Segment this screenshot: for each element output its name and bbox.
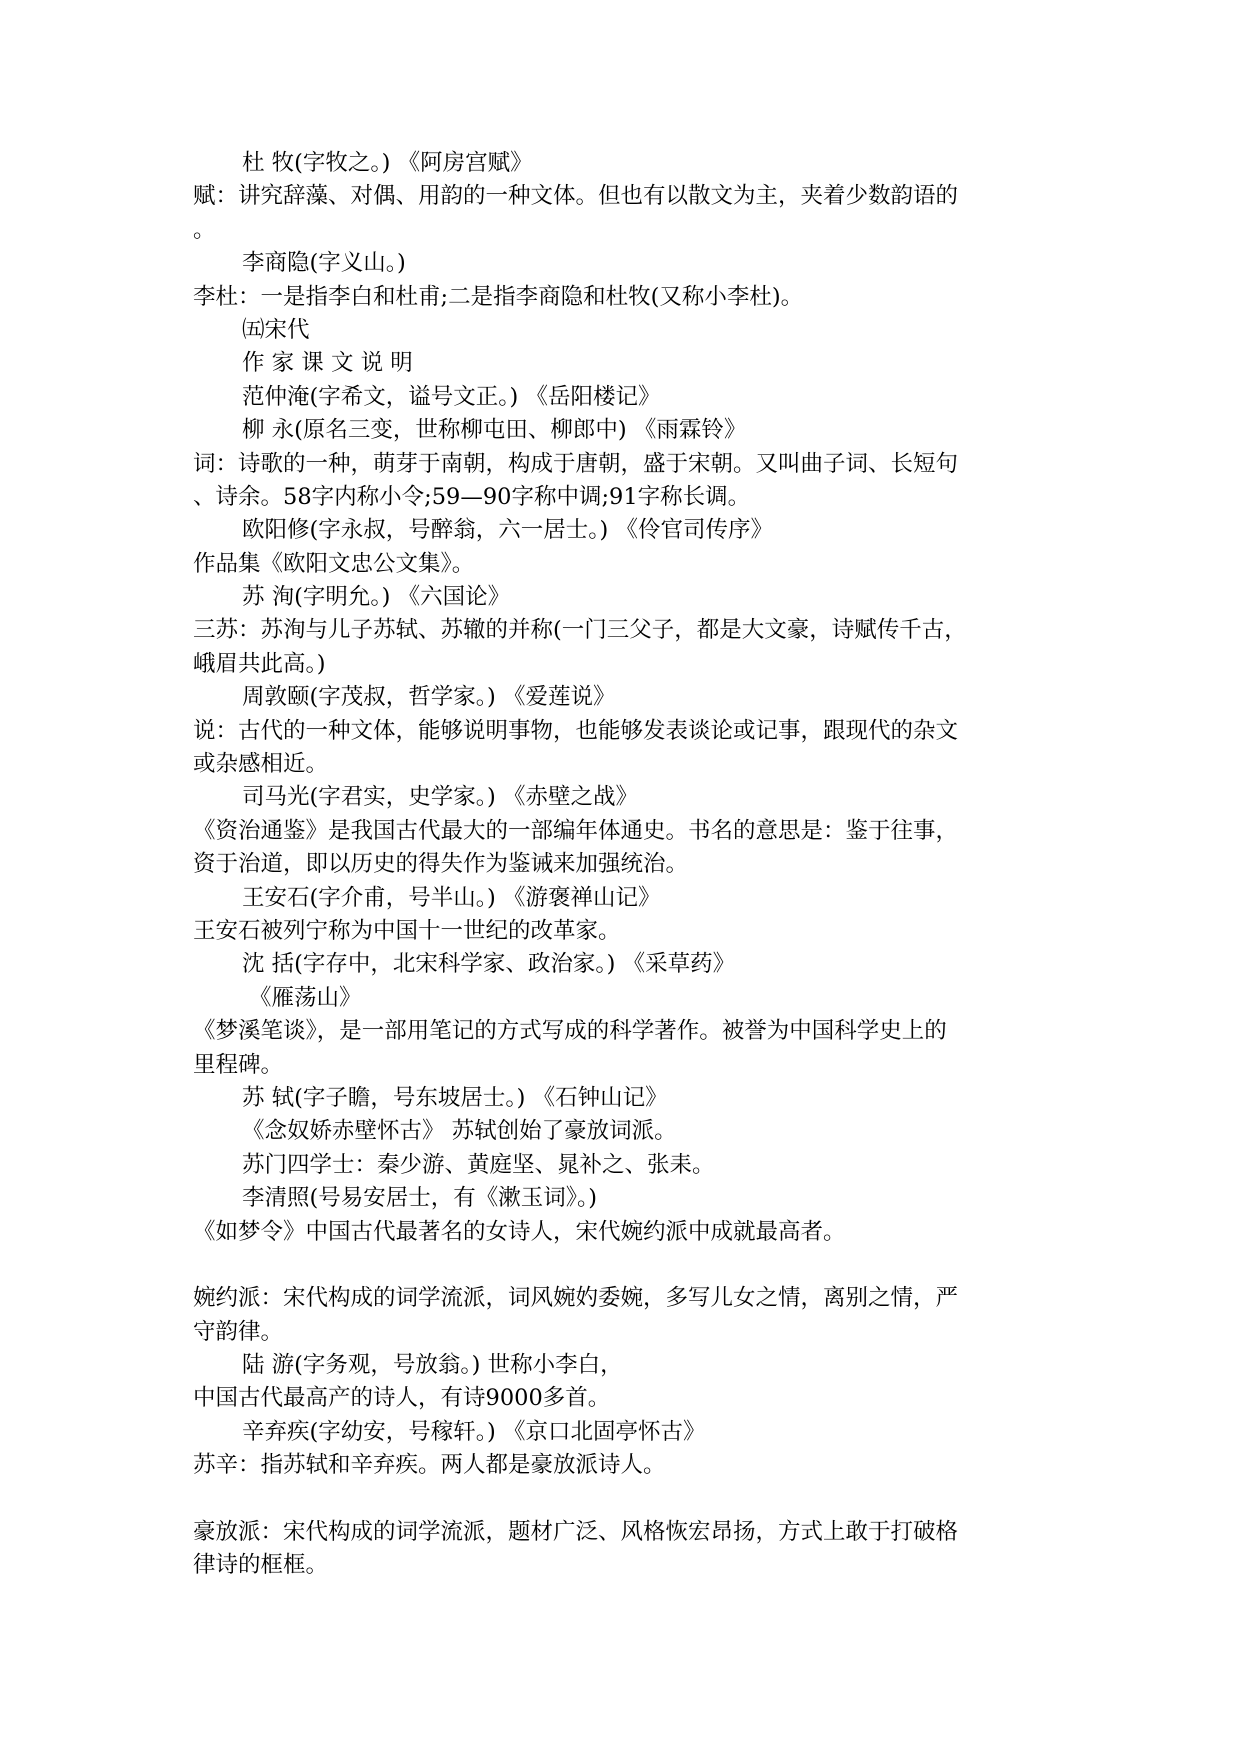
text-line: 律诗的框框。 xyxy=(193,1552,329,1579)
blank-line xyxy=(193,1249,1053,1282)
text-line: 陆 游(字务观，号放翁。) 世称小李白， xyxy=(242,1352,623,1379)
text-line: 辛弃疾(字幼安，号稼轩。) 《京口北固亭怀古》 xyxy=(242,1418,706,1445)
text-line: 李清照(号易安居士，有《漱玉词》。) xyxy=(242,1185,598,1212)
text-line: 资于治道，即以历史的得失作为鉴诫来加强统治。 xyxy=(193,851,689,878)
text-line: 苏 洵(字明允。) 《六国论》 xyxy=(242,584,511,611)
document-body xyxy=(193,147,1053,1583)
text-line: 李杜：一是指李白和杜甫;二是指李商隐和杜牧(又称小李杜)。 xyxy=(193,283,804,310)
text-line: 苏 轼(字子瞻，号东坡居士。) 《石钟山记》 xyxy=(242,1084,668,1111)
text-line: 李商隐(字义山。) xyxy=(242,250,406,277)
text-line: 柳 永(原名三变，世称柳屯田、柳郎中) 《雨霖铃》 xyxy=(242,417,747,444)
text-line: 豪放派：宋代构成的词学流派，题材广泛、风格恢宏昂扬，方式上敢于打破格 xyxy=(193,1519,959,1546)
text-line: 杜 牧(字牧之。) 《阿房宫赋》 xyxy=(242,150,533,176)
text-line: 守韵律。 xyxy=(193,1318,284,1345)
text-line: 苏门四学士：秦少游、黄庭坚、晁补之、张耒。 xyxy=(242,1151,715,1178)
text-line: ㈤宋代 xyxy=(242,316,310,343)
text-line: 《如梦令》中国古代最著名的女诗人，宋代婉约派中成就最高者。 xyxy=(193,1218,846,1245)
text-line: 、诗余。58字内称小令;59—90字称中调;91字称长调。 xyxy=(193,483,751,510)
text-line: 沈 括(字存中，北宋科学家、政治家。) 《采草药》 xyxy=(242,951,736,978)
text-line: 《资治通鉴》是我国古代最大的一部编年体通史。书名的意思是：鉴于往事， xyxy=(193,817,959,844)
text-line: 峨眉共此高。) xyxy=(193,650,326,677)
text-line: 范仲淹(字希文，谥号文正。) 《岳阳楼记》 xyxy=(242,383,661,410)
text-line: 说：古代的一种文体，能够说明事物，也能够发表谈论或记事，跟现代的杂文 xyxy=(193,717,959,744)
text-line: 里程碑。 xyxy=(193,1051,284,1078)
text-line: 婉约派：宋代构成的词学流派，词风婉妁委婉，多写儿女之情，离别之情，严 xyxy=(193,1285,959,1312)
text-line: 作品集《欧阳文忠公文集》。 xyxy=(193,550,475,577)
text-line: 中国古代最高产的诗人，有诗9000多首。 xyxy=(193,1385,611,1412)
text-line: 司马光(字君实，史学家。) 《赤壁之战》 xyxy=(242,784,638,811)
text-line: 。 xyxy=(193,216,216,243)
text-line: 欧阳修(字永叔，号醉翁，六一居士。) 《伶官司传序》 xyxy=(242,517,773,544)
text-line: 词：诗歌的一种，萌芽于南朝，构成于唐朝，盛于宋朝。又叫曲子词、长短句 xyxy=(193,450,959,477)
text-line: 《念奴娇赤壁怀古》 苏轼创始了豪放词派。 xyxy=(242,1118,677,1145)
text-line: 苏辛：指苏轼和辛弃疾。两人都是豪放派诗人。 xyxy=(193,1452,666,1479)
text-line: 三苏：苏洵与儿子苏轼、苏辙的并称(一门三父子，都是大文豪，诗赋传千古， xyxy=(193,617,967,644)
text-line: 周敦颐(字茂叔，哲学家。) 《爱莲说》 xyxy=(242,684,616,711)
text-line: 《梦溪笔谈》，是一部用笔记的方式写成的科学著作。被誉为中国科学史上的 xyxy=(193,1018,947,1045)
text-line: 王安石(字介甫，号半山。) 《游褒禅山记》 xyxy=(242,884,661,911)
text-line: 《雁荡山》 xyxy=(249,984,362,1011)
text-line: 赋：讲究辞藻、对偶、用韵的一种文体。但也有以散文为主，夹着少数韵语的 xyxy=(193,183,959,210)
text-line: 王安石被列宁称为中国十一世纪的改革家。 xyxy=(193,917,621,944)
text-line: 或杂感相近。 xyxy=(193,751,329,778)
text-line: 作 家 课 文 说 明 xyxy=(242,350,413,377)
blank-line xyxy=(193,1483,1053,1516)
